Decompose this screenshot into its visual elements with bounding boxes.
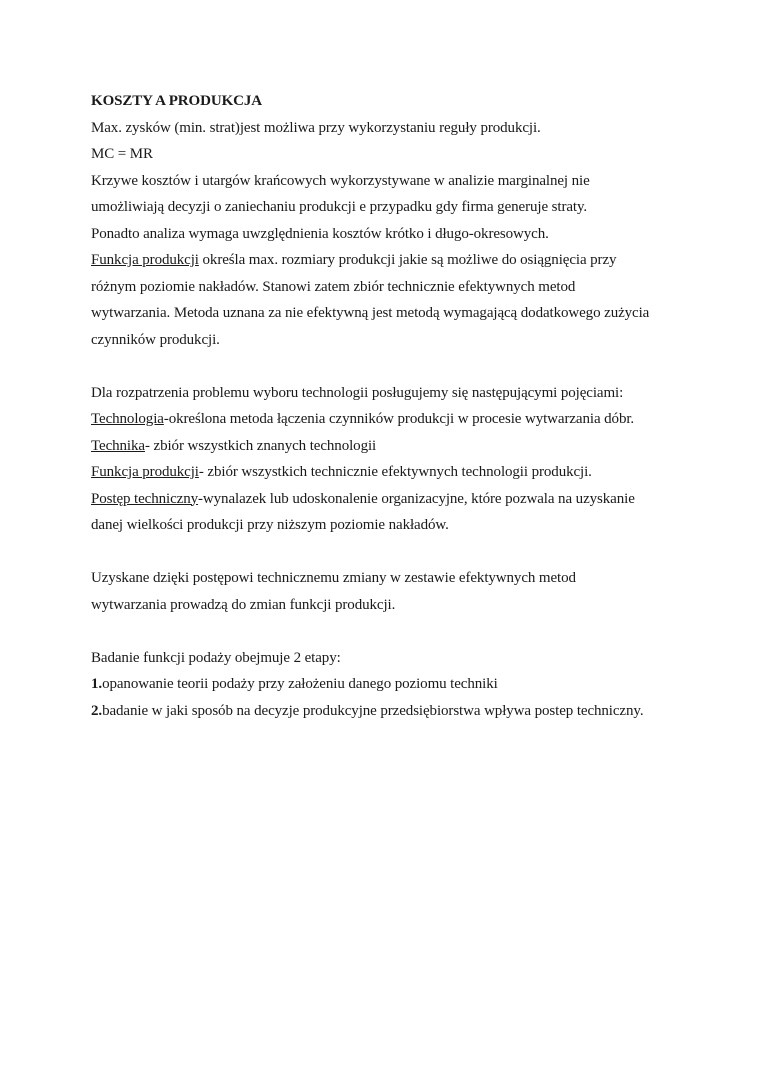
definition-technika [91, 433, 701, 460]
definition-text: -określona metoda łączenia czynników produkcji w procesie wytwarzania dóbr. [163, 411, 635, 427]
supply-intro: Badanie funkcji podaży obejmuje 2 etapy: [91, 649, 341, 666]
intro-line: umożliwiają decyzji o zaniechaniu produkcji e przypadku gdy firma generuje straty. [91, 199, 588, 215]
step-number: 2. [91, 702, 103, 719]
funkcja-rest: określa max. rozmiary produkcji jakie są możliwe do osiągnięcia przy [198, 252, 617, 268]
step-text: opanowanie teorii podaży przy założeniu danego poziomu techniki [102, 676, 498, 692]
concepts-intro: Dla rozpatrzenia problemu wyboru technologii posługujemy się następującymi pojęciami: [91, 384, 624, 401]
step-text: badanie w jaki sposób na decyzje produkcyjne przedsiębiorstwa wpływa postep techniczny. [102, 702, 644, 719]
definition-term: Technologia [91, 411, 164, 427]
definition-term: Technika [91, 437, 145, 454]
progress-line: wytwarzania prowadzą do zmian funkcji produkcji. [91, 596, 396, 613]
definition-term: Postęp techniczny [91, 490, 199, 507]
step-item [91, 671, 701, 698]
definition-technologia [91, 406, 701, 433]
funkcja-line: różnym poziomie nakładów. Stanowi zatem zbiór technicznie efektywnych metod [91, 278, 576, 295]
intro-line: Max. zysków (min. strat)jest możliwa przy wykorzystaniu reguły produkcji. [91, 119, 541, 136]
definition-text: -wynalazek lub udoskonalenie organizacyjne, które pozwala na uzyskanie [198, 490, 635, 507]
document-body [91, 88, 701, 724]
page-title: KOSZTY A PRODUKCJA [91, 93, 263, 109]
step-item [91, 698, 701, 725]
step-number: 1. [91, 676, 103, 692]
definition-postep-techniczny [91, 486, 701, 513]
funkcja-line: czynników produkcji. [91, 331, 220, 348]
definition-continuation: danej wielkości produkcji przy niższym poziomie nakładów. [91, 517, 449, 533]
funkcja-term: Funkcja produkcji [91, 252, 199, 268]
definition-text: - zbiór wszystkich znanych technologii [144, 437, 377, 454]
definition-funkcja-produkcji [91, 459, 701, 486]
intro-line: Ponadto analiza wymaga uwzględnienia kosztów krótko i długo-okresowych. [91, 225, 549, 242]
funkcja-definition-line [91, 247, 701, 274]
progress-line: Uzyskane dzięki postępowi technicznemu zmiany w zestawie efektywnych metod [91, 570, 576, 586]
definition-term: Funkcja produkcji [91, 464, 199, 480]
funkcja-line: wytwarzania. Metoda uznana za nie efektywną jest metodą wymagającą dodatkowego zużycia [91, 305, 650, 321]
definition-text: - zbiór wszystkich technicznie efektywnych technologii produkcji. [198, 464, 592, 480]
intro-line: MC = MR [91, 146, 153, 162]
paragraph-spacer [91, 539, 701, 566]
paragraph-spacer [91, 618, 701, 645]
paragraph-spacer [91, 353, 701, 380]
intro-line: Krzywe kosztów i utargów krańcowych wykorzystywane w analizie marginalnej nie [91, 172, 590, 189]
